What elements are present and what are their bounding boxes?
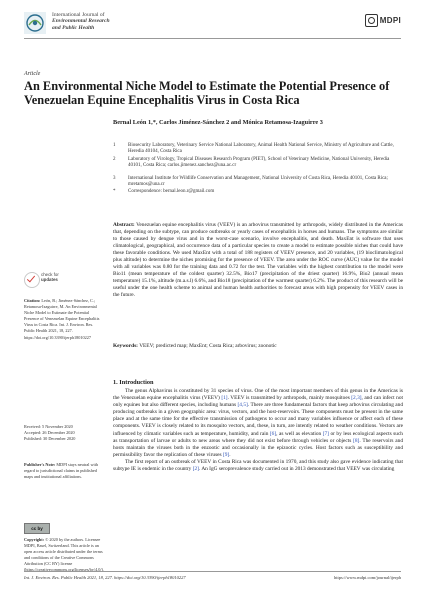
citation-block: Citation: León, B.; Jiménez-Sánchez, C.; Retamosa-Izaguirre, M. An Environmental Niche Model to Estimate the Potential Presence of Venezuelan Equine Encephalitis Virus in Costa Rica. Int. J. Environ. Res. Public Health 2021, 18, 227. https://doi.org/10.3390/ijerph18010227 — [24, 298, 100, 340]
keywords-label: Keywords: — [113, 343, 138, 349]
copyright-block: Copyright: © 2020 by the authors. Licensee MDPI, Basel, Switzerland. This article is an open access article distributed under the terms and conditions of the Creative Commons Attribution (CC BY) license (https://creativecommons.org/licenses/by/4.0/). — [24, 537, 105, 573]
citation-link[interactable]: [6] — [269, 430, 277, 437]
affiliation-1: 1 Biosecurity Laboratory, Veterinary Service National Laboratory, Animal Health National Service, Ministry of Agriculture and Cattle, Heredia 40104, Costa Rica — [113, 143, 394, 155]
cc-license-icon[interactable]: cc by — [24, 523, 50, 534]
citation-link[interactable]: [8] — [353, 437, 360, 444]
footer-citation: Int. J. Environ. Res. Public Health 2021, 18, 227. https://doi.org/10.3390/ijerph18010227 — [24, 575, 186, 580]
dates-block — [24, 424, 104, 442]
footer-rule — [24, 571, 401, 572]
journal-logo-icon — [24, 12, 46, 34]
section-heading: 1. Introduction — [113, 379, 154, 386]
keywords — [113, 343, 403, 350]
abstract-label: Abstract: — [113, 222, 135, 228]
article-type: Article — [24, 71, 41, 77]
author-list: Bernal León 1,*, Carlos Jiménez-Sánchez 2 and Mónica Retamosa-Izaguirre 3 — [113, 119, 323, 126]
check-updates-icon[interactable] — [24, 272, 40, 288]
publisher-note: Publisher's Note: MDPI stays neutral with regard to jurisdictional claims in published maps and institutional affiliations. — [24, 462, 99, 480]
citation-link[interactable]: [2,3] — [351, 395, 362, 402]
paper-title: An Environmental Niche Model to Estimate the Potential Presence of Venezuelan Equine Encephalitis Virus in Costa Rica — [24, 79, 390, 107]
abstract — [113, 222, 403, 300]
journal-name: International Journal of Environmental Research and Public Health — [52, 12, 110, 31]
keywords-text: VEEV; predicted map; MaxEnt; Costa Rica; arbovirus; zoonotic — [139, 343, 277, 349]
body-text — [113, 388, 403, 473]
footer-journal-url[interactable]: https://www.mdpi.com/journal/ijerph — [334, 575, 401, 580]
paragraph-1: The genus Alphavirus is constituted by 31 species of virus. One of the most important members of this genus in the Americas is the Venezuelan equine encephalitis virus (VEEV) [1]. VEEV is transmitted by arthropods, mainly mosquitoes [2,3], and can infect not only equines but also different species, including humans [4,5]. There are three fundamental factors that keep arbovirus circulating and producing outbreaks in a given geographic area: virus, vectors, and the host-reservoirs. These components must be present in the same place and at the same time for the effective transmission of pathogens to occur and many variables influence or affect each of these components. VEEV is closely related to its mosquito vectors, and, these, in turn, are intently related to weather conditions. Vectors are influenced by climatic variables such as temperature, humidity, and rain [6], as well as elevation [7] or by less ecological aspects such as transportation of larvae or adults to new areas where they did not exist before through vehicles or objects [8]. The reservoirs and hosts maintain the viruses both in the enzootic and occasionally in the epizootic cycles. Host factors such as susceptibility and permissibility favor the replication of these viruses [9]. — [113, 388, 404, 458]
citation-link[interactable]: [7] — [322, 430, 329, 437]
citation-link[interactable]: [4,5] — [237, 402, 248, 409]
mdpi-logo-icon — [365, 14, 378, 27]
citation-link[interactable]: [1] — [221, 395, 228, 402]
affiliation-correspondence: * Correspondence: bernal.leon.r@gmail.com — [113, 189, 215, 194]
received-date: Received: 5 November 2020 — [24, 424, 73, 429]
publisher-logo: MDPI — [365, 14, 401, 27]
abstract-text: Venezuelan equine encephalitis virus (VEEV) is an arbovirus transmitted by arthropods, widely distributed in the Americas that, depending on the subtype, can produce outbreaks or yearly cases of encephalitis in horses and humans. The symptoms are similar to those caused by dengue virus and in the worst-case scenario, involve encephalitis, and death. MaxEnt is software that uses climatological, geographical, and occurrence data of a particular species to create a model to estimate possible niches that could have these favorable conditions. We used MaxEnt with a total of 188 registers of VEEV presence, and 20 variables, (19 bioclimatological plus altitude) to determine the niches promising for the presence of VEEV. The area under the ROC curve (AUC) value for the model with all variables was 0.80 for the training data and 0.72 for the test. The variables with the highest contribution to the model were Bio11 (mean temperature of the coldest quarter) 32.5%, Bio17 (precipitation of the driest quarter) 16.9%, Bio2 (annual mean temperature) 15.1%, altitude (m.a.s.l) 6.6%, and Bio18 (precipitation of the warmest quarter) 6.2%. The product of this research will be useful under the one health scheme to animal and human health authorities to forecast areas with high propensity for VEEV cases in the future. — [113, 222, 403, 299]
check-updates-link[interactable]: check for updates — [41, 272, 59, 282]
affiliation-2: 2 Laboratory of Virology, Tropical Diseases Research Program (PIET), School of Veterinary Medicine, National University, Heredia 40101, Costa Rica; carlos.jimenez.sanchez@una.ac.cr — [113, 157, 390, 169]
header-rule — [24, 38, 401, 39]
citation-link[interactable]: [9] — [222, 451, 230, 458]
published-date: Published: 30 December 2020 — [24, 436, 76, 442]
citation-link[interactable]: [2] — [192, 466, 199, 473]
accepted-date: Accepted: 26 December 2020 — [24, 430, 75, 436]
paragraph-2: The first report of an outbreak of VEEV in Costa Rica was documented in 1970, and this study also gave evidence indicating that subtype IE is endemic in the country [2]. An IgG seroprevalence study carried out in 2013 demonstrated that VEEV was circulating — [113, 458, 403, 473]
affiliation-3: 3 International Institute for Wildlife Conservation and Management, National University of Costa Rica, Heredia 40101, Costa Rica; mretamos@una.cr — [113, 176, 388, 188]
